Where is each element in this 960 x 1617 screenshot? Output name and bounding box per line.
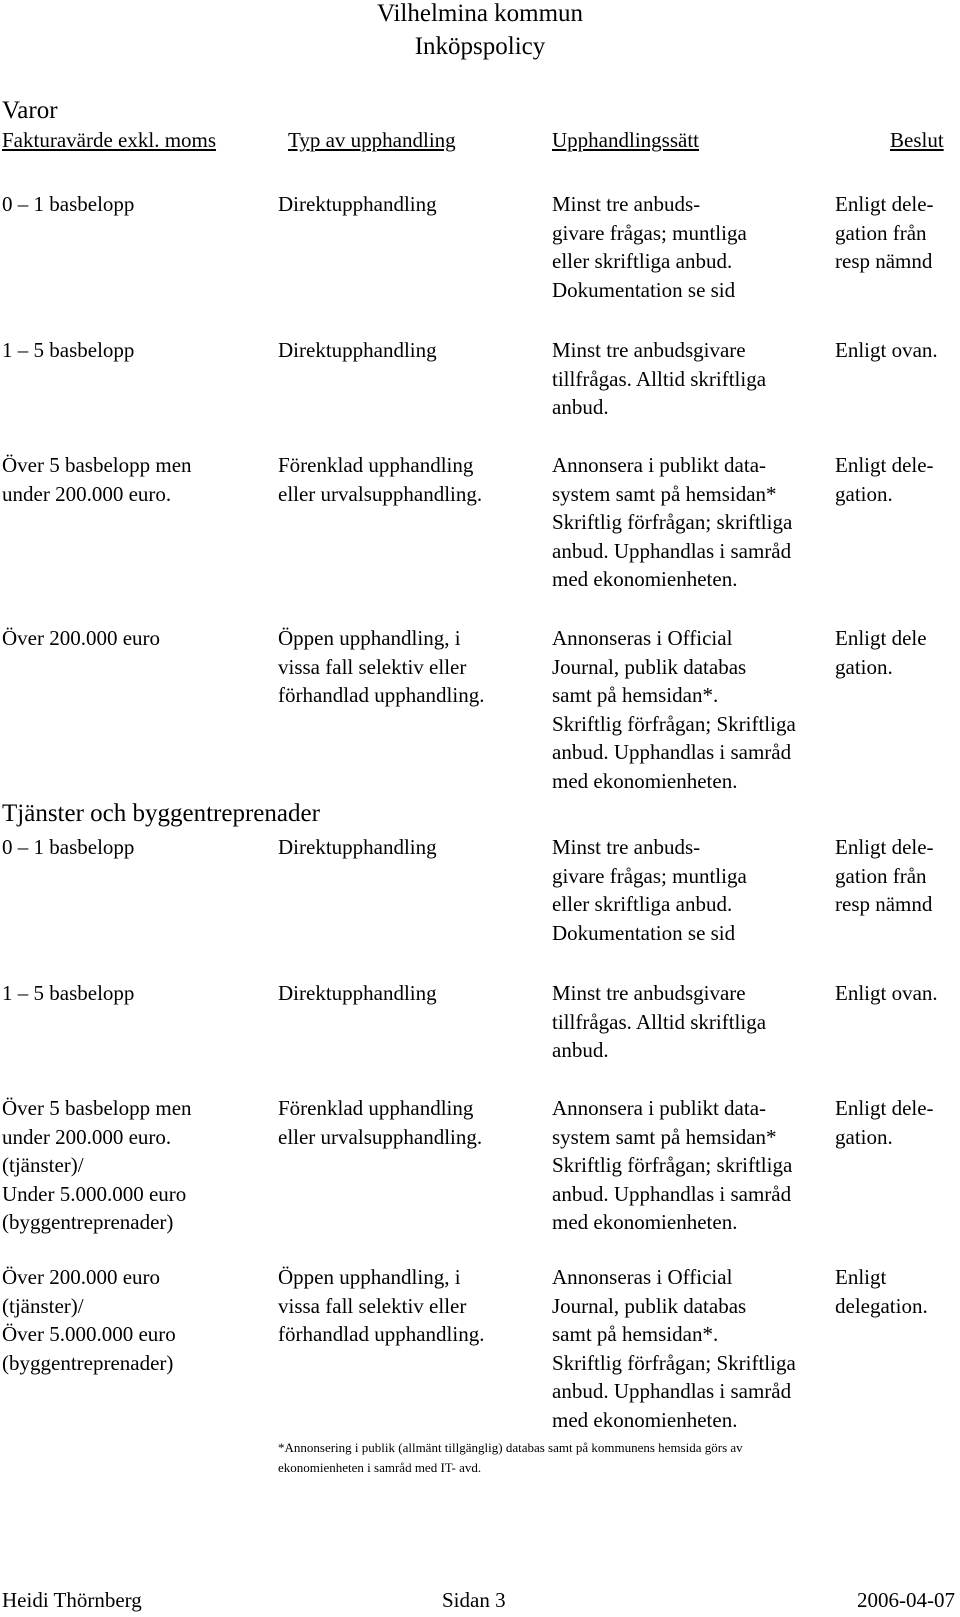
cell-decision: gation från <box>835 220 927 245</box>
organization-name: Vilhelmina kommun <box>376 0 584 27</box>
cell-value: (byggentreprenader) <box>2 1350 174 1375</box>
cell-decision: Enligt dele- <box>835 835 934 859</box>
cell-decision: gation. <box>835 1124 893 1149</box>
cell-decision: Enligt dele- <box>835 1096 934 1120</box>
section-heading-tjanster: Tjänster och byggentreprenader <box>2 800 320 827</box>
cell-decision: resp nämnd <box>835 249 933 273</box>
cell-method: Dokumentation se sid <box>552 920 736 945</box>
column-header-type: Typ av upphandling <box>288 128 456 152</box>
cell-method: eller skriftliga anbud. <box>552 249 733 273</box>
cell-method: anbud. <box>552 395 609 419</box>
cell-value: (tjänster)/ <box>2 1153 84 1177</box>
cell-type: Direktupphandling <box>278 338 437 362</box>
cell-method: givare frågas; muntliga <box>552 220 747 245</box>
cell-method: Minst tre anbudsgivare <box>552 338 746 362</box>
cell-value: 1 – 5 basbelopp <box>2 338 135 362</box>
cell-type: eller urvalsupphandling. <box>278 1124 483 1149</box>
cell-method: Skriftlig förfrågan; skriftliga <box>552 1153 793 1177</box>
cell-method: anbud. Upphandlas i samråd <box>552 1379 792 1403</box>
cell-type: vissa fall selektiv eller <box>278 654 467 679</box>
cell-type: Direktupphandling <box>278 192 437 216</box>
cell-method: system samt på hemsidan* <box>552 1124 777 1149</box>
section-heading-varor: Varor <box>2 97 58 124</box>
cell-type: eller urvalsupphandling. <box>278 481 483 506</box>
footer-author: Heidi Thörnberg <box>2 1588 142 1612</box>
cell-value: Över 5 basbelopp men <box>2 1096 192 1120</box>
footnote-line: ekonomienheten i samråd med IT- avd. <box>278 1460 482 1475</box>
cell-method: Annonseras i Official <box>552 626 733 650</box>
cell-type: Förenklad upphandling <box>278 453 474 477</box>
cell-method: Minst tre anbudsgivare <box>552 981 746 1005</box>
cell-value: under 200.000 euro. <box>2 1124 172 1149</box>
cell-method: Annonsera i publikt data- <box>552 453 767 477</box>
footnote-line: *Annonsering i publik (allmänt tillgänglig) databas samt på kommunens hemsida görs av <box>278 1440 743 1455</box>
cell-method: tillfrågas. Alltid skriftliga <box>552 366 767 391</box>
cell-method: Skriftlig förfrågan; Skriftliga <box>552 711 796 736</box>
cell-value: 1 – 5 basbelopp <box>2 981 135 1005</box>
cell-decision: gation. <box>835 481 893 506</box>
cell-method: anbud. <box>552 1038 609 1062</box>
cell-value: 0 – 1 basbelopp <box>2 835 135 859</box>
cell-decision: resp nämnd <box>835 892 933 916</box>
cell-type: Öppen upphandling, i <box>278 626 461 650</box>
cell-value: under 200.000 euro. <box>2 481 172 506</box>
cell-type: förhandlad upphandling. <box>278 683 485 707</box>
cell-method: anbud. Upphandlas i samråd <box>552 1181 792 1206</box>
cell-method: system samt på hemsidan* <box>552 481 777 506</box>
footer-date: 2006-04-07 <box>857 1588 955 1612</box>
cell-value: Över 200.000 euro <box>2 1265 161 1289</box>
cell-decision: Enligt <box>835 1265 887 1289</box>
cell-method: Annonsera i publikt data- <box>552 1096 767 1120</box>
cell-decision: Enligt ovan. <box>835 338 938 362</box>
cell-method: Minst tre anbuds- <box>552 192 701 216</box>
cell-type: Öppen upphandling, i <box>278 1265 461 1289</box>
cell-decision: Enligt dele- <box>835 453 934 477</box>
cell-value: Över 200.000 euro <box>2 626 161 650</box>
cell-method: Journal, publik databas <box>552 654 747 679</box>
cell-method: med ekonomienheten. <box>552 1407 738 1432</box>
cell-method: Annonseras i Official <box>552 1265 733 1289</box>
cell-method: Skriftlig förfrågan; Skriftliga <box>552 1350 796 1375</box>
cell-type: vissa fall selektiv eller <box>278 1293 467 1318</box>
cell-method: eller skriftliga anbud. <box>552 892 733 916</box>
document-title: Inköpspolicy <box>414 33 546 60</box>
cell-method: med ekonomienheten. <box>552 768 738 793</box>
cell-value: Över 5.000.000 euro <box>2 1322 176 1346</box>
cell-type: Direktupphandling <box>278 835 437 859</box>
cell-type: förhandlad upphandling. <box>278 1322 485 1346</box>
cell-method: anbud. Upphandlas i samråd <box>552 740 792 764</box>
cell-method: Journal, publik databas <box>552 1293 747 1318</box>
cell-type: Direktupphandling <box>278 981 437 1005</box>
cell-method: anbud. Upphandlas i samråd <box>552 538 792 563</box>
cell-method: Minst tre anbuds- <box>552 835 701 859</box>
cell-decision: Enligt ovan. <box>835 981 938 1005</box>
cell-method: samt på hemsidan*. <box>552 1322 719 1346</box>
cell-value: 0 – 1 basbelopp <box>2 192 135 216</box>
cell-value: Under 5.000.000 euro <box>2 1181 187 1206</box>
cell-value: Över 5 basbelopp men <box>2 453 192 477</box>
cell-decision: gation från <box>835 863 927 888</box>
cell-method: Skriftlig förfrågan; skriftliga <box>552 510 793 534</box>
cell-decision: gation. <box>835 654 893 679</box>
cell-decision: Enligt dele <box>835 626 927 650</box>
footer-page-number: Sidan 3 <box>442 1588 506 1612</box>
cell-value: (tjänster)/ <box>2 1293 84 1318</box>
cell-type: Förenklad upphandling <box>278 1096 474 1120</box>
cell-method: samt på hemsidan*. <box>552 683 719 707</box>
cell-method: med ekonomienheten. <box>552 567 738 591</box>
cell-method: givare frågas; muntliga <box>552 863 747 888</box>
cell-decision: delegation. <box>835 1293 928 1318</box>
cell-method: Dokumentation se sid <box>552 277 736 302</box>
cell-method: med ekonomienheten. <box>552 1210 738 1234</box>
column-header-decision: Beslut <box>890 128 944 152</box>
cell-decision: Enligt dele- <box>835 192 934 216</box>
cell-method: tillfrågas. Alltid skriftliga <box>552 1009 767 1034</box>
column-header-value: Fakturavärde exkl. moms <box>2 128 217 152</box>
column-header-method: Upphandlingssätt <box>552 128 699 152</box>
cell-value: (byggentreprenader) <box>2 1210 174 1234</box>
